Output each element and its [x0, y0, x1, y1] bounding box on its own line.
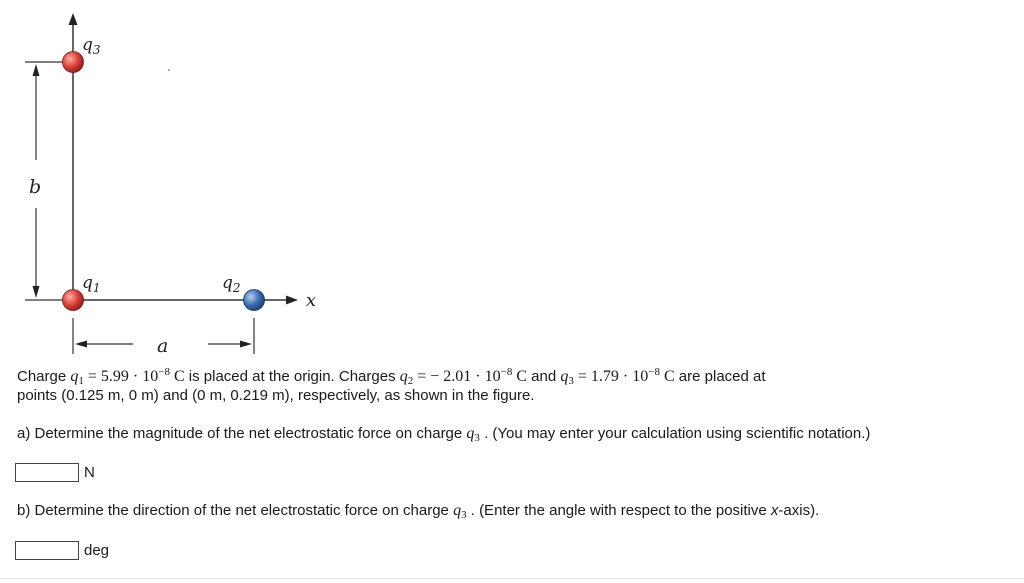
bottom-divider — [0, 578, 1024, 579]
part-b-question: b) Determine the direction of the net electrostatic force on charge q3 . (Enter the angle with respect to the positive x-axis). — [17, 502, 820, 521]
b-label: b — [29, 176, 42, 198]
q2-label: $q_2$ — [222, 273, 241, 295]
b-up-arrowhead — [33, 64, 40, 76]
q3-label: $q_3$ — [82, 35, 101, 57]
x-axis-label: x — [306, 290, 317, 311]
part-b-answer-row — [15, 540, 109, 560]
problem-statement-line1: Charge $q1 = 5.99 \cdot 10^{-8}$ C is placed at the origin. Charges q2 = − $2.01 \cdot 10^{-8}$ C and $q3 = 1.79 \cdot 10^{-8}$ C are placed at — [17, 366, 766, 387]
part-a-answer-row — [15, 462, 95, 482]
part-a-question: a) Determine the magnitude of the net electrostatic force on charge q3 . (You may enter your calculation using scientific notation.) — [17, 425, 871, 444]
part-b-answer-input[interactable] — [15, 541, 79, 560]
y-axis-arrowhead — [69, 13, 78, 25]
part-b-unit: deg — [84, 541, 110, 559]
a-right-arrowhead — [240, 341, 252, 348]
q1-label: $q_1$ — [82, 273, 101, 295]
charge-q2 — [244, 290, 265, 311]
charge-q1 — [63, 290, 84, 311]
problem-statement-line2: points (0.125 m, 0 m) and (0 m, 0.219 m), respectively, as shown in the figure. — [17, 387, 535, 404]
a-label: a — [157, 335, 169, 357]
x-axis-arrowhead — [286, 296, 298, 305]
part-a-answer-input[interactable] — [15, 463, 79, 482]
charge-q3 — [63, 52, 84, 73]
part-a-unit: N — [84, 463, 95, 481]
b-down-arrowhead — [33, 286, 40, 298]
a-left-arrowhead — [75, 341, 87, 348]
